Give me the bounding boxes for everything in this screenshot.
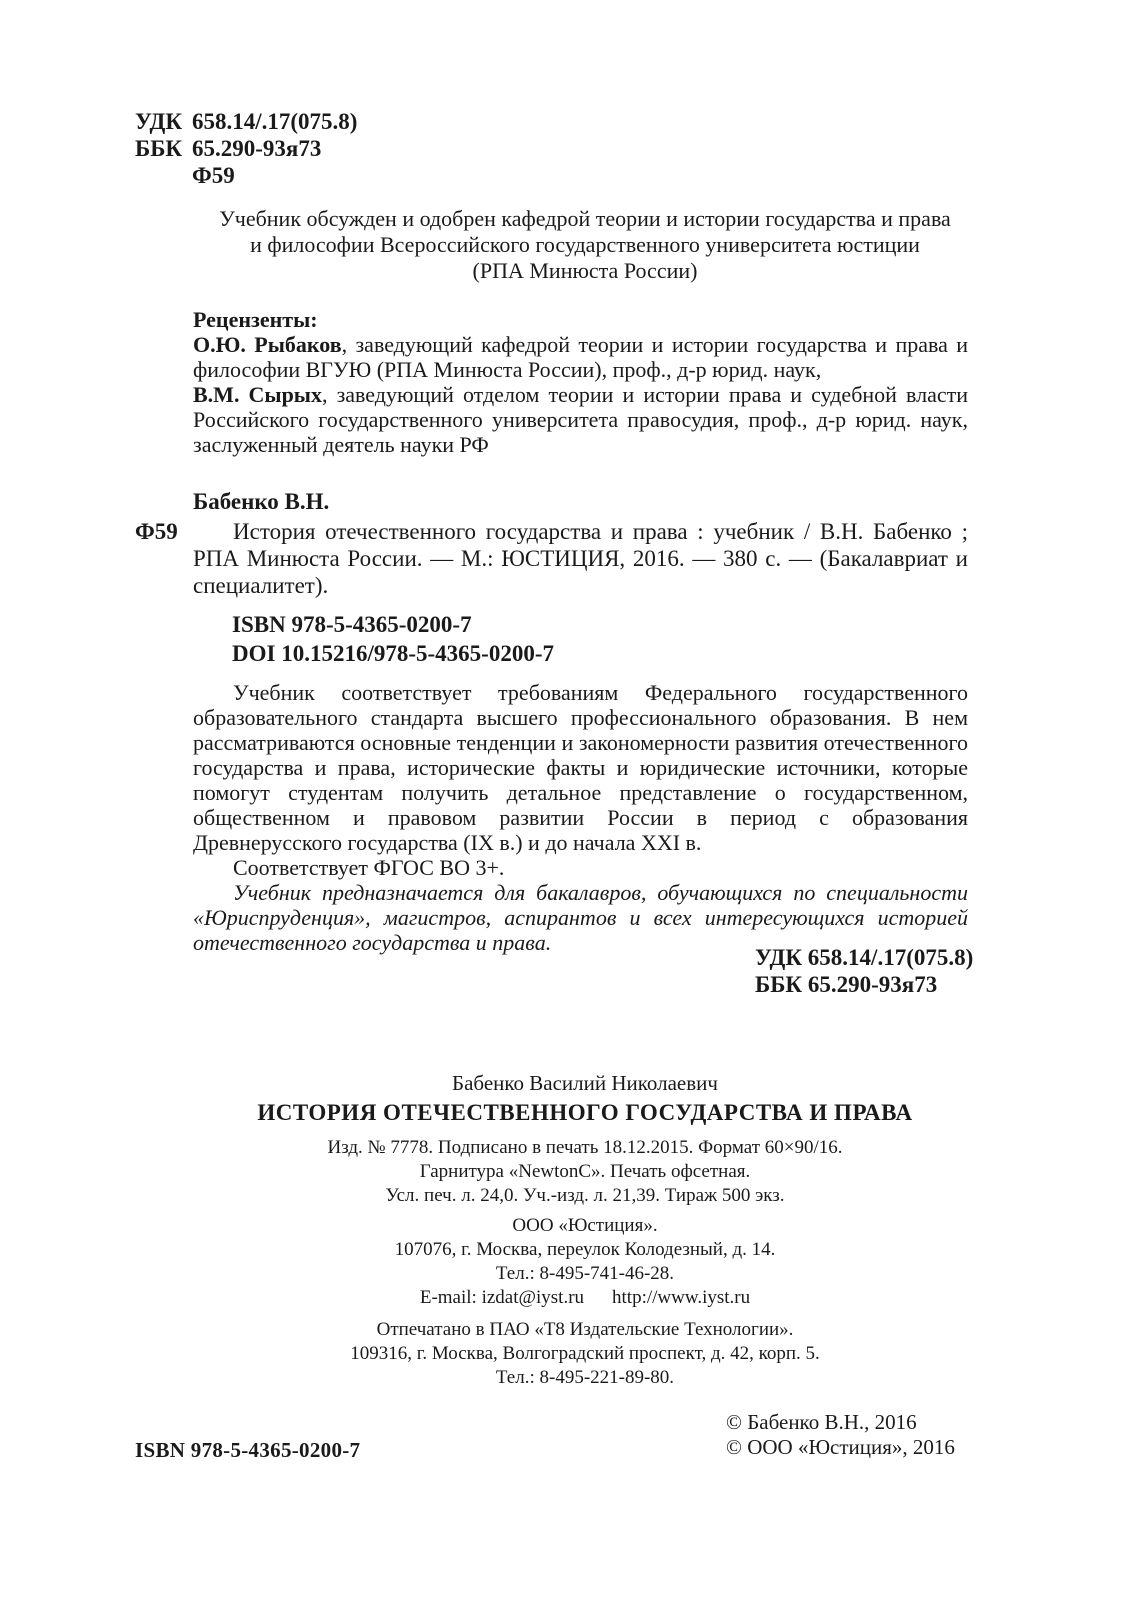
colophon-author: Бабенко Василий Николаевич bbox=[452, 1071, 718, 1095]
printer-details bbox=[150, 1318, 1020, 1390]
imprint-line: Усл. печ. л. 24,0. Уч.-изд. л. 21,39. Тираж 500 экз. bbox=[385, 1185, 785, 1206]
udk-label: УДК bbox=[135, 109, 183, 134]
udk-code: УДК 658.14/.17(075.8) bbox=[755, 945, 974, 970]
colophon-title: ИСТОРИЯ ОТЕЧЕСТВЕННОГО ГОСУДАРСТВА И ПРАВА bbox=[257, 1100, 913, 1125]
annotation bbox=[193, 680, 968, 955]
bbk-value: 65.290-93я73 bbox=[192, 136, 322, 161]
imprint-details bbox=[150, 1136, 1020, 1208]
entry-description: История отечественного государства и права : учебник / В.Н. Бабенко ; РПА Минюста России. — М.: ЮСТИЦИЯ, 2016. — 380 с. — (Бакалавриат и специалитет). bbox=[193, 519, 968, 598]
entry-author-mark: Ф59 bbox=[135, 519, 178, 544]
publisher-details bbox=[150, 1214, 1020, 1310]
reviewer-name: О.Ю. Рыбаков bbox=[193, 332, 342, 357]
copyright-publisher: © ООО «Юстиция», 2016 bbox=[726, 1435, 955, 1459]
annotation-audience: Учебник предназначается для бакалавров, обучающихся по специальности «Юриспруденция», магистров, аспирантов и всех интересующихся историей отечественного государства и права. bbox=[193, 880, 968, 955]
identifiers bbox=[232, 610, 554, 668]
doi: DOI 10.15216/978-5-4365-0200-7 bbox=[232, 641, 554, 666]
publisher-line: ООО «Юстиция». bbox=[512, 1215, 658, 1236]
reviewers-heading: Рецензенты: bbox=[193, 307, 318, 332]
author-mark: Ф59 bbox=[192, 163, 235, 188]
publisher-line: Тел.: 8-495-741-46-28. bbox=[495, 1263, 675, 1284]
reviewers-section bbox=[193, 307, 968, 457]
reviewer-item bbox=[193, 382, 968, 457]
publisher-email: E-mail: izdat@iyst.ru bbox=[419, 1287, 585, 1308]
entry-author: Бабенко В.Н. bbox=[193, 489, 330, 514]
imprint-line: Гарнитура «NewtonC». Печать офсетная. bbox=[419, 1161, 751, 1182]
bbk-label: ББК bbox=[135, 136, 183, 161]
copyright-author: © Бабенко В.Н., 2016 bbox=[726, 1410, 917, 1434]
copyright bbox=[726, 1410, 955, 1460]
footer-isbn: ISBN 978-5-4365-0200-7 bbox=[135, 1438, 361, 1462]
approval-line: и философии Всероссийского государственного университета юстиции bbox=[250, 232, 920, 257]
colophon bbox=[150, 1070, 1020, 1390]
reviewer-details: , заведующий отделом теории и истории права и судебной власти Российского государственного университета правосудия, проф., д-р юрид. наук, заслуженный деятель науки РФ bbox=[193, 382, 969, 457]
bbk-code: ББК 65.290-93я73 bbox=[755, 972, 938, 997]
publisher-line: 107076, г. Москва, переулок Колодезный, д. 14. bbox=[394, 1239, 776, 1260]
reviewer-item bbox=[193, 332, 968, 382]
printer-line: Отпечатано в ПАО «Т8 Издательские Технологии». bbox=[376, 1319, 794, 1340]
approval-line: (РПА Минюста России) bbox=[472, 258, 698, 283]
isbn: ISBN 978-5-4365-0200-7 bbox=[232, 612, 472, 637]
approval-statement bbox=[150, 206, 1020, 284]
publisher-website: http://www.iyst.ru bbox=[612, 1287, 751, 1308]
classification-codes-bottom bbox=[755, 944, 973, 998]
reviewer-name: В.М. Сырых bbox=[193, 382, 322, 407]
printer-line: 109316, г. Москва, Волгоградский проспект, д. 42, корп. 5. bbox=[350, 1343, 820, 1364]
approval-line: Учебник обсужден и одобрен кафедрой теории и истории государства и права bbox=[219, 206, 951, 231]
publisher-contacts bbox=[150, 1286, 1020, 1310]
annotation-paragraph: Учебник соответствует требованиям Федерального государственного образовательного стандарта высшего профессионального образования. В нем рассматриваются основные тенденции и закономерности развития отечественного государства и права, исторические факты и юридические источники, которые помогут студентам получить детальное представление о государственном, общественном и правовом развитии России в период с образования Древнерусского государства (IX в.) и до начала XXI в. bbox=[193, 680, 968, 855]
annotation-standard: Соответствует ФГОС ВО 3+. bbox=[233, 855, 505, 880]
udk-value: 658.14/.17(075.8) bbox=[192, 109, 358, 134]
classification-codes bbox=[135, 108, 357, 189]
imprint-line: Изд. № 7778. Подписано в печать 18.12.2015. Формат 60×90/16. bbox=[327, 1137, 843, 1158]
printer-line: Тел.: 8-495-221-89-80. bbox=[495, 1367, 675, 1388]
reviewer-details: , заведующий кафедрой теории и истории государства и права и философии ВГУЮ (РПА Минюста России), проф., д-р юрид. наук, bbox=[193, 332, 969, 382]
